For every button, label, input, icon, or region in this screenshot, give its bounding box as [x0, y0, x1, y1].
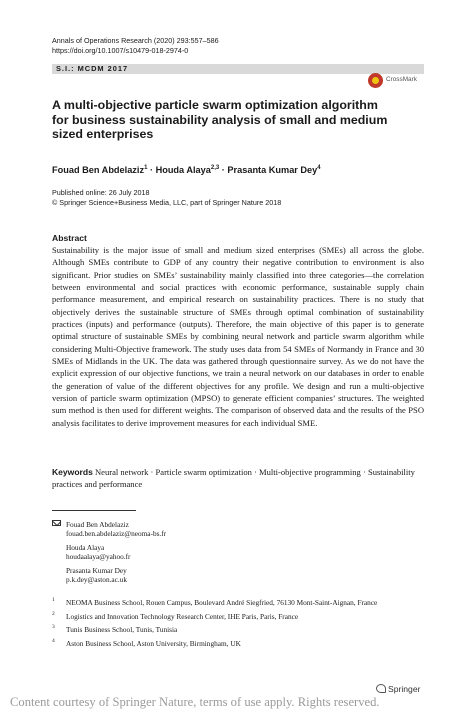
- author-name: Fouad Ben Abdelaziz: [52, 165, 145, 176]
- author-separator: ·: [219, 165, 228, 176]
- section-label: S.I.: MCDM 2017: [56, 64, 129, 73]
- footnote-divider: [52, 510, 136, 511]
- publisher-logo: [376, 684, 420, 694]
- article-title: A multi-objective particle swarm optimization algorithm for business sustainability analysis of small and medium sized enterprises: [52, 98, 388, 142]
- affiliation-item: [52, 625, 424, 635]
- copyright-line: © Springer Science+Business Media, LLC, part of Springer Nature 2018: [52, 197, 282, 207]
- author-name: Prasanta Kumar Dey: [227, 165, 318, 176]
- crossmark-icon: [368, 73, 383, 88]
- publisher-name: Springer: [388, 684, 421, 694]
- author-separator: ·: [147, 165, 156, 176]
- author-affiliation-ref: 4: [317, 165, 321, 171]
- crossmark-label: CrossMark: [386, 76, 417, 83]
- published-date: Published online: 26 July 2018: [52, 188, 150, 197]
- correspondence-name: Prasanta Kumar Dey: [66, 565, 127, 575]
- author-affiliation-ref: 2,3: [210, 165, 220, 171]
- affiliation-number: 2: [52, 610, 55, 617]
- correspondence-entry: [66, 543, 372, 562]
- doi-link[interactable]: https://doi.org/10.1007/s10479-018-2974-0: [52, 45, 189, 55]
- affiliation-text: Aston Business School, Aston University, Birmingham, UK: [66, 638, 241, 648]
- author-list: [52, 162, 432, 176]
- affiliation-item: [52, 612, 424, 622]
- affiliation-number: 4: [52, 637, 55, 644]
- publication-info: [52, 188, 281, 208]
- correspondence-name: Houda Alaya: [66, 542, 105, 552]
- correspondence-email[interactable]: p.k.dey@aston.ac.uk: [66, 575, 128, 585]
- affiliations-list: [52, 598, 424, 652]
- keywords-text: Neural network · Particle swarm optimization · Multi-objective programming · Sustainability practices and performance: [52, 467, 415, 490]
- journal-header: [52, 36, 219, 55]
- affiliation-text: Tunis Business School, Tunis, Tunisia: [66, 625, 178, 634]
- crossmark-badge[interactable]: [368, 72, 424, 90]
- correspondence-email[interactable]: houdaalaya@yahoo.fr: [66, 552, 131, 562]
- keywords: [52, 466, 424, 491]
- affiliation-text: NEOMA Business School, Rouen Campus, Boulevard André Siegfried, 76130 Mont-Saint-Aignan, France: [66, 598, 378, 607]
- courtesy-notice: Content courtesy of Springer Nature, terms of use apply. Rights reserved.: [10, 695, 380, 709]
- affiliation-text: Logistics and Innovation Technology Research Center, IHE Paris, Paris, France: [66, 611, 299, 621]
- author-affiliation-ref: 1: [144, 165, 148, 171]
- springer-horse-icon: [376, 684, 386, 693]
- affiliation-item: [52, 639, 424, 649]
- correspondence-entry: [66, 566, 372, 585]
- correspondence-block: [52, 520, 372, 588]
- envelope-icon: [52, 520, 61, 526]
- correspondence-entry: [66, 520, 372, 539]
- abstract-body: Sustainability is the major issue of small and medium sized enterprises (SMEs) all across the globe. Although SMEs contribute to GDP of any country their negative contribution to environment is also significant. Prior studies on SMEs’ sustainability mainly classified into three categories—the correlation between environmental and social practices with economic performance, sustainable supply chain performance measurement, and empirical research on sustainability practices. There is no study that objectively derives the sustainable structure of SMEs through optimal combination of sustainability practices (inputs) and performance (outputs). Therefore, the main objective of this paper is to generate optimal structure of sustainable SMEs by combining neural network and particle swarm algorithm while considering Multi-Objective framework. The study uses data from 54 SMEs of Normandy in France and 30 SMEs of Midlands in the UK. The data was gathered through questionnaire survey. As we do not have the explicit expression of our objective functions, we train a neural network on our databases in order to enable the generation of value of the different objectives for any profile. We design and run a multi-objective version of particle swarm optimization (MPSO) to generate efficient companies’ structures. The weighted sum method is then used for different weights. The comparison of observed data and the results of the PSO analysis facilitates to derive improvement measures for each individual SME.: [52, 245, 424, 428]
- affiliation-number: 1: [52, 597, 55, 603]
- affiliation-number: 3: [52, 624, 55, 630]
- correspondence-email[interactable]: fouad.ben.abdelaziz@neoma-bs.fr: [66, 529, 167, 539]
- correspondence-name: Fouad Ben Abdelaziz: [66, 520, 129, 529]
- author-name: Houda Alaya: [155, 165, 211, 176]
- keywords-label: Keywords: [52, 467, 93, 477]
- journal-citation: Annals of Operations Research (2020) 293:557–586: [52, 36, 219, 45]
- affiliation-item: [52, 598, 424, 608]
- abstract-heading: Abstract: [52, 233, 87, 243]
